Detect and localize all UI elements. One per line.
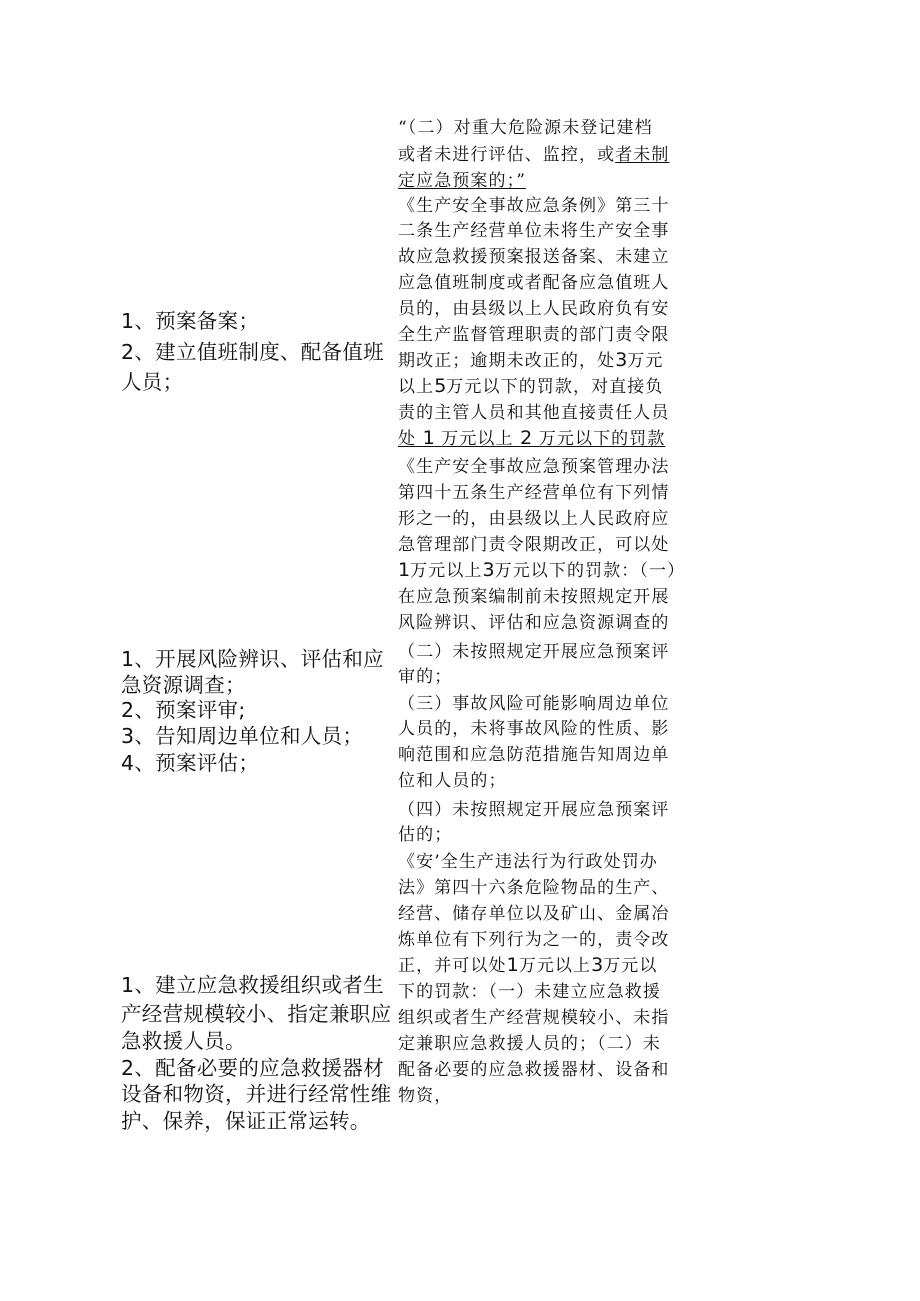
requirement-item: 护、保养，保证正常运转。 [121, 1109, 371, 1133]
text-segment: 万元以下的罚款 [538, 429, 666, 449]
requirement-item: 产经营规模较小、指定兼职应 [121, 1002, 392, 1026]
regulation-line: 定兼职应急救援人员的；（二）未 [398, 1034, 661, 1054]
regulation-line [398, 372, 664, 397]
text-segment: 正，并可以处 [398, 956, 507, 976]
requirement-item: 2、预案评审; [121, 698, 246, 722]
underlined-text: 者未制 [615, 145, 670, 165]
amount-number: 1 [422, 427, 435, 449]
regulation-line: 《安’全生产违法行为行政处罚办 [398, 852, 658, 872]
regulation-line: 配备必要的应急救援器材、设备和 [398, 1060, 670, 1080]
regulation-line [398, 424, 665, 449]
regulation-line: 位和人员的； [398, 771, 507, 791]
amount-number: 3 [482, 559, 495, 581]
regulation-line: 《生产安全事故应急预案管理办法 [398, 457, 670, 477]
amount-number: 3 [591, 954, 604, 976]
regulation-line [398, 556, 703, 581]
text-segment: 处 [398, 429, 417, 449]
text-segment: 以上 [398, 377, 435, 397]
requirement-item: 2、建立值班制度、配备值班 [121, 340, 384, 364]
regulation-line: 第四十五条生产经营单位有下列情 [398, 483, 670, 503]
regulation-line [398, 140, 670, 165]
regulation-line [398, 951, 658, 976]
text-segment: 或者未进行评估、监控，或 [398, 145, 616, 165]
regulation-line: 二条生产经营单位未将生产安全事 [398, 221, 670, 241]
text-segment: 万元以下的罚款，对直接负 [446, 377, 664, 397]
regulation-line: 审的； [398, 667, 453, 687]
requirement-item: 3、告知周边单位和人员； [121, 724, 364, 748]
text-segment: 万元以上 [441, 429, 514, 449]
regulation-line: 风险辨识、评估和应急资源调查的 [398, 613, 670, 633]
regulation-line: 炼单位有下列行为之一的，责令改 [398, 930, 670, 950]
requirement-item: 1、建立应急救援组织或者生 [121, 973, 384, 997]
text-segment: 万元以 [603, 956, 658, 976]
requirement-item: 人员； [121, 370, 184, 394]
regulation-line: 下的罚款：（一）未建立应急救援 [398, 982, 661, 1002]
amount-number: 3 [615, 349, 628, 371]
amount-number: 1 [398, 559, 411, 581]
text-segment: 万元以下的罚款：（一） [494, 561, 686, 581]
regulation-line: 形之一的，由县级以上人民政府应 [398, 509, 670, 529]
requirement-item: 1、开展风险辨识、评估和应 [121, 647, 384, 671]
amount-number: 1 [506, 954, 519, 976]
regulation-line: 法》第四十六条危险物品的生产、 [398, 878, 670, 898]
text-segment: 万元以上 [518, 956, 592, 976]
regulation-line: 急管理部门责令限期改正，可以处 [398, 535, 670, 555]
regulation-line [398, 346, 664, 371]
text-segment: 万元以上 [410, 561, 483, 581]
regulation-line: 人员的，未将事故风险的性质、影 [398, 719, 670, 739]
regulation-line: 责的主管人员和其他直接责任人员 [398, 403, 670, 423]
regulation-line: 故应急救援预案报送备案、未建立 [398, 247, 670, 267]
regulation-line: 估的； [398, 825, 453, 845]
requirement-item: 4、预案评估； [121, 751, 260, 775]
regulation-line: （四）未按照规定开展应急预案评 [398, 800, 670, 820]
regulation-line: （二）未按照规定开展应急预案评 [398, 642, 670, 662]
requirement-item: 1、预案备案； [121, 309, 260, 333]
regulation-line: 响范围和应急防范措施告知周边单 [398, 745, 670, 765]
requirement-item: 急救援人员。 [121, 1029, 246, 1053]
regulation-line: 应急值班制度或者配备应急值班人 [398, 273, 670, 293]
regulation-line: 《生产安全事故应急条例》第三十 [398, 196, 670, 216]
regulation-line: 员的，由县级以上人民政府负有安 [398, 299, 670, 319]
amount-number: 5 [434, 375, 447, 397]
regulation-line: 全生产监督管理职责的部门责令限 [398, 325, 670, 345]
regulation-line: 定应急预案的；” [398, 171, 526, 191]
regulation-line: 在应急预案编制前未按照规定开展 [398, 587, 670, 607]
regulation-line: 组织或者生产经营规模较小、未指 [398, 1008, 670, 1028]
text-segment: 万元 [627, 351, 664, 371]
regulation-line: 物资， [398, 1086, 453, 1106]
requirement-item: 2、配备必要的应急救援器材 [121, 1056, 384, 1080]
requirement-item: 急资源调查； [121, 673, 246, 697]
text-segment: 期改正；逾期未改正的，处 [398, 351, 616, 371]
requirement-item: 设备和物资，并进行经常性维 [121, 1082, 392, 1106]
regulation-line: “（二）对重大危险源未登记建档 [398, 118, 653, 138]
regulation-line: 经营、储存单位以及矿山、金属冶 [398, 904, 670, 924]
amount-number: 2 [520, 427, 533, 449]
regulation-line: （三）事故风险可能影响周边单位 [398, 694, 670, 714]
